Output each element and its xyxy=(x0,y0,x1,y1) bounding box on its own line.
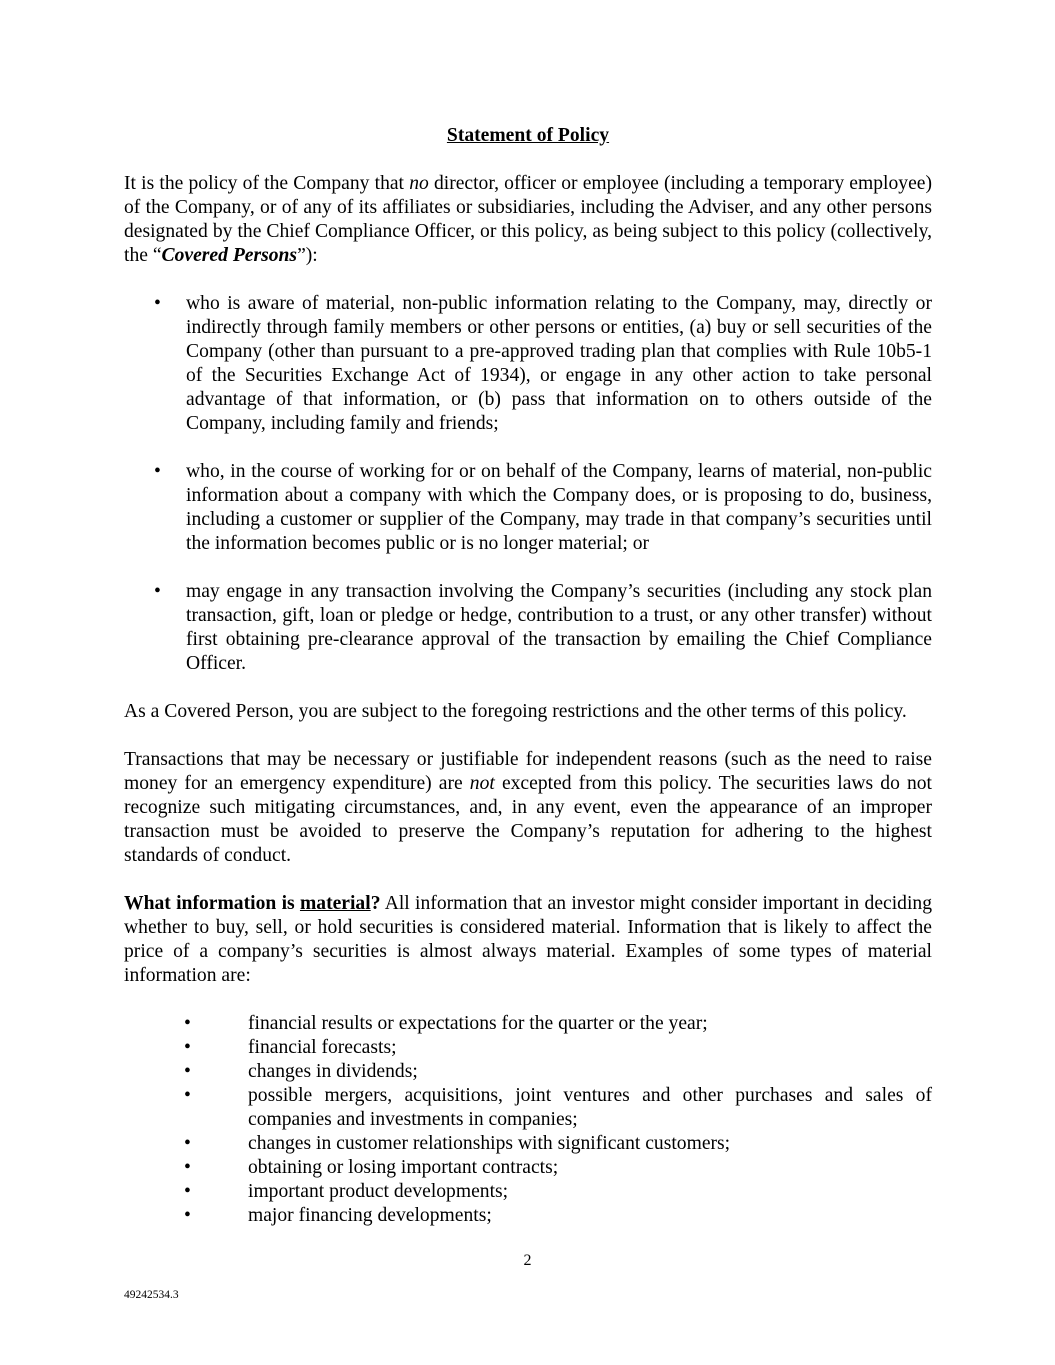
intro-text-3: ”): xyxy=(297,245,318,266)
defined-term-covered-persons: Covered Persons xyxy=(161,245,298,266)
material-question-mark: ? xyxy=(370,893,381,914)
material-examples-list xyxy=(124,1012,932,1228)
list-item-text: possible mergers, acquisitions, joint ventures and other purchases and sales of companies and investments in companies; xyxy=(248,1085,932,1130)
bullet-icon: • xyxy=(154,461,161,482)
list-item-text: changes in customer relationships with significant customers; xyxy=(248,1133,731,1154)
transactions-text-1: Transactions that may be necessary or justifiable for independent reasons (such as the need to raise money for an emergency expenditure) are xyxy=(124,749,932,794)
bullet-icon: • xyxy=(154,581,161,602)
intro-text-2: director, officer or employee (including a temporary employee) of the Company, or of any of its affiliates or subsidiaries, including the Adviser, and any other persons designated by the Chief Compliance Officer, or this policy, as being subject to this policy (collectively, the “ xyxy=(124,173,932,266)
page-number: 2 xyxy=(523,1252,532,1269)
material-body: All information that an investor might consider important in deciding whether to buy, sell, or hold securities is considered material. Information that is likely to affect the price of a company’s securities is almost always material. Examples of some types of material information are: xyxy=(124,893,932,986)
bullet-text: who is aware of material, non-public information relating to the Company, may, directly or indirectly through family members or other persons or entities, (a) buy or sell securities of the Company (other than pursuant to a pre-approved trading plan that complies with Rule 10b5-1 of the Securities Exchange Act of 1934), or engage in any other action to take personal advantage of that information, or (b) pass that information on to others outside of the Company, including family and friends; xyxy=(186,293,932,434)
bullet-icon: • xyxy=(184,1013,191,1034)
bullet-icon: • xyxy=(184,1205,191,1226)
covered-person-bullet xyxy=(124,580,932,676)
bullet-icon: • xyxy=(184,1133,191,1154)
transactions-paragraph xyxy=(124,748,932,868)
transactions-text-2: excepted from this policy. The securities laws do not recognize such mitigating circumstances, and, in any event, even the appearance of an improper transaction must be avoided to preserve the Company’s reputation for adhering to the highest standards of conduct. xyxy=(124,773,933,866)
list-item-text: major financing developments; xyxy=(248,1205,492,1226)
list-item xyxy=(124,1132,932,1156)
list-item xyxy=(124,1204,932,1228)
section-heading: Statement of Policy xyxy=(446,125,610,146)
bullet-icon: • xyxy=(184,1181,191,1202)
list-item xyxy=(124,1036,932,1060)
page-content xyxy=(124,124,932,1228)
list-item xyxy=(124,1156,932,1180)
bullet-icon: • xyxy=(154,293,161,314)
list-item-text: important product developments; xyxy=(248,1181,509,1202)
list-item xyxy=(124,1060,932,1084)
bullet-text: who, in the course of working for or on behalf of the Company, learns of material, non-public information about a company with which the Company does, or is proposing to do, business, including a customer or supplier of the Company, may trade in that company’s securities until the information becomes public or is no longer material; or xyxy=(186,461,932,554)
document-id: 49242534.3 xyxy=(124,1289,179,1301)
material-lead: What information is xyxy=(124,893,300,914)
covered-person-paragraph: As a Covered Person, you are subject to the foregoing restrictions and the other terms of this policy. xyxy=(124,701,907,722)
covered-person-bullet xyxy=(124,292,932,436)
bullet-text: may engage in any transaction involving the Company’s securities (including any stock plan transaction, gift, loan or pledge or hedge, contribution to a trust, or any other transfer) without first obtaining pre-clearance approval of the transaction by emailing the Chief Compliance Officer. xyxy=(186,581,932,674)
intro-italic-no: no xyxy=(409,173,429,194)
list-item xyxy=(124,1084,932,1132)
covered-person-bullet xyxy=(124,460,932,556)
list-item-text: financial results or expectations for the quarter or the year; xyxy=(248,1013,708,1034)
bullet-icon: • xyxy=(184,1085,191,1106)
intro-text-1: It is the policy of the Company that xyxy=(124,173,410,194)
transactions-italic-not: not xyxy=(469,773,495,794)
material-term: material xyxy=(299,893,371,914)
bullet-icon: • xyxy=(184,1061,191,1082)
list-item-text: obtaining or losing important contracts; xyxy=(248,1157,559,1178)
intro-paragraph xyxy=(124,172,932,268)
bullet-icon: • xyxy=(184,1037,191,1058)
list-item-text: financial forecasts; xyxy=(248,1037,397,1058)
material-paragraph xyxy=(124,892,932,988)
list-item-text: changes in dividends; xyxy=(248,1061,418,1082)
list-item xyxy=(124,1012,932,1036)
bullet-icon: • xyxy=(184,1157,191,1178)
list-item xyxy=(124,1180,932,1204)
